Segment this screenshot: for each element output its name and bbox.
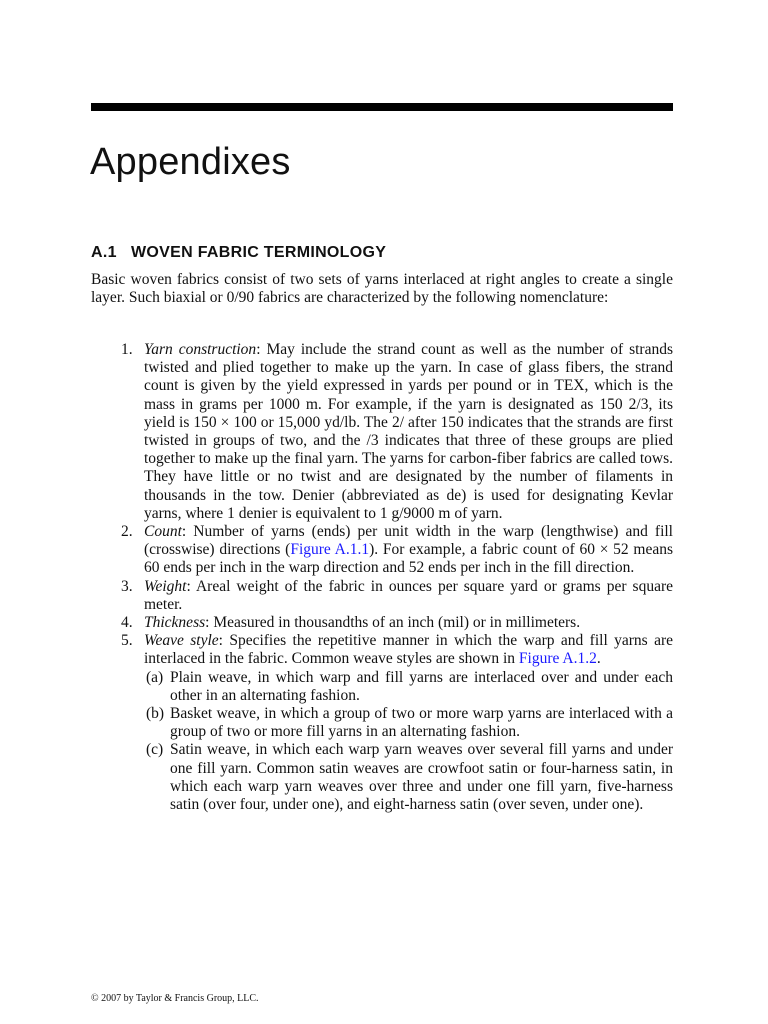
term: Weight — [144, 577, 187, 595]
sub-item-basket-weave — [91, 705, 673, 741]
item-text: : May include the strand count as well as the number of strands twisted and plied together to make up the yarn. In case of glass fibers, the strand count is given by the yield expressed in yards per pound or in TEX, which is the mass in grams per 1000 m. For example, if the yarn is designated as 150 2/3, its yield is 150 × 100 or 15,000 yd/lb. The 2/ after 150 indicates that the strands are first twisted in groups of two, and the /3 indicates that three of these groups are plied together to make up the final yarn. The yarns for carbon-fiber fabrics are called tows. They have little or no twist and are designated by the number of filaments in thousands in the tow. Denier (abbreviated as de) is used for designating Kevlar yarns, where 1 denier is equivalent to 1 g/9000 m of yarn. — [144, 341, 673, 522]
section-heading — [91, 243, 386, 263]
sub-item-plain-weave — [91, 669, 673, 705]
list-item-weight — [91, 578, 673, 614]
list-item-yarn-construction — [91, 341, 673, 523]
sub-marker: (c) — [146, 741, 164, 759]
nomenclature-list — [91, 341, 673, 814]
sub-item-text: Satin weave, in which each warp yarn weaves over several fill yarns and under one fill yarn. Common satin weaves are crowfoot satin or four-harness satin, in which each warp yarn weaves over three and under one fill yarn, five-harness satin (over four, under one), and eight-harness satin (over seven, under one). — [170, 741, 673, 814]
item-text: : Measured in thousandths of an inch (mil) or in millimeters. — [205, 614, 581, 632]
list-item-count — [91, 523, 673, 578]
sub-item-satin-weave — [91, 741, 673, 814]
top-rule — [91, 103, 673, 111]
figure-link-a-1-2[interactable]: Figure A.1.2 — [518, 650, 597, 668]
term: Weave style — [144, 632, 219, 650]
sub-item-text: Basket weave, in which a group of two or more warp yarns are interlaced with a group of two or more fill yarns in an alternating fashion. — [170, 705, 673, 741]
section-number: A.1 — [91, 244, 117, 261]
sub-marker: (b) — [146, 705, 165, 723]
item-text: ). For example, a fabric count of 60 × 52 means 60 ends per inch in the warp direction and 52 ends per inch in the fill direction. — [144, 541, 673, 577]
section-title: WOVEN FABRIC TERMINOLOGY — [131, 244, 387, 261]
term: Thickness — [144, 614, 206, 632]
list-marker: 2. — [121, 523, 133, 541]
item-text: . — [596, 650, 601, 668]
list-marker: 1. — [121, 341, 133, 358]
term: Count — [144, 523, 182, 541]
item-text: : Areal weight of the fabric in ounces per square yard or grams per square meter. — [144, 577, 673, 613]
item-text: : Number of yarns (ends) per unit width in the warp (lengthwise) and fill (crosswise) directions ( — [144, 523, 673, 559]
list-marker: 5. — [121, 632, 133, 650]
list-marker: 3. — [121, 577, 133, 595]
list-item-weave-style — [91, 632, 673, 668]
list-item-thickness — [91, 614, 673, 632]
sub-marker: (a) — [146, 668, 164, 686]
chapter-title: Appendixes — [90, 141, 291, 183]
term: Yarn construction — [144, 341, 257, 358]
item-text: : Specifies the repetitive manner in which the warp and fill yarns are interlaced in the fabric. Common weave styles are shown in — [144, 632, 673, 668]
intro-paragraph: Basic woven fabrics consist of two sets of yarns interlaced at right angles to create a single layer. Such biaxial or 0/90 fabrics are characterized by the following nomenclature: — [91, 271, 673, 307]
list-marker: 4. — [121, 614, 133, 632]
figure-link-a-1-1[interactable]: Figure A.1.1 — [290, 541, 370, 559]
sub-item-text: Plain weave, in which warp and fill yarns are interlaced over and under each other in an alternating fashion. — [170, 668, 673, 704]
copyright-footer: © 2007 by Taylor & Francis Group, LLC. — [91, 993, 259, 1004]
